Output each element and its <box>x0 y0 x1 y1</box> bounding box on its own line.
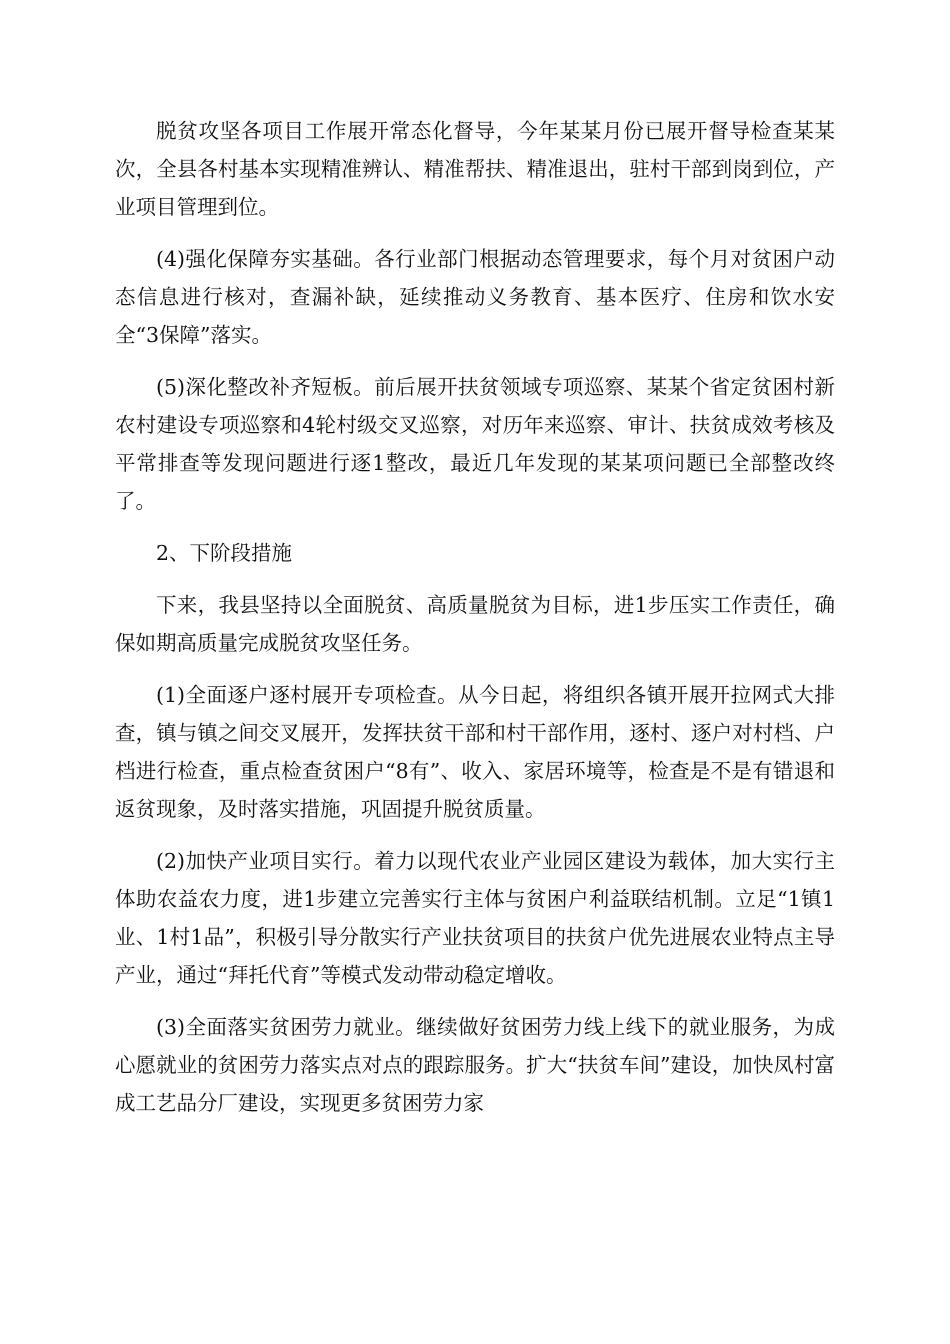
paragraph-item-4-guarantee: (4)强化保障夯实基础。各行业部门根据动态管理要求，每个月对贫困户动态信息进行核对，查漏补缺，延续推动义务教育、基本医疗、住房和饮水安全“3保障”落实。 <box>115 247 835 347</box>
paragraph-item-1-inspection: (1)全面逐户逐村展开专项检查。从今日起，将组织各镇开展开拉网式大排查，镇与镇之间交叉展开，发挥扶贫干部和村干部作用，逐村、逐户对村档、户档进行检查，重点检查贫困户“8有”、收入、家居环境等，检查是不是有错退和返贫现象，及时落实措施，巩固提升脱贫质量。 <box>115 683 835 821</box>
paragraph-item-5-rectification: (5)深化整改补齐短板。前后展开扶贫领域专项巡察、某某个省定贫困村新农村建设专项巡察和4轮村级交叉巡察，对历年来巡察、审计、扶贫成效考核及平常排查等发现问题进行逐1整改，最近几年发现的某某项问题已全部整改终了。 <box>115 375 835 513</box>
section-heading-next-steps: 2、下阶段措施 <box>156 541 293 565</box>
paragraph-item-3-employment: (3)全面落实贫困劳力就业。继续做好贫困劳力线上线下的就业服务，为成心愿就业的贫困劳力落实点对点的跟踪服务。扩大“扶贫车间”建设，加快凤村富成工艺品分厂建设，实现更多贫困劳力家 <box>115 1015 835 1115</box>
paragraph-next-steps-intro: 下来，我县坚持以全面脱贫、高质量脱贫为目标，进1步压实工作责任，确保如期高质量完成脱贫攻坚任务。 <box>115 593 835 655</box>
document-body <box>115 112 835 1136</box>
paragraph-item-2-industry: (2)加快产业项目实行。着力以现代农业产业园区建设为载体，加大实行主体助农益农力度，进1步建立完善实行主体与贫困户利益联结机制。立足“1镇1业、1村1品”，积极引导分散实行产业扶贫项目的扶贫户优先进展农业特点主导产业，通过“拜托代育”等模式发动带动稳定增收。 <box>115 849 835 987</box>
paragraph-supervision: 脱贫攻坚各项目工作展开常态化督导，今年某某月份已展开督导检查某某次，全县各村基本实现精准辨认、精准帮扶、精准退出，驻村干部到岗到位，产业项目管理到位。 <box>115 119 835 219</box>
